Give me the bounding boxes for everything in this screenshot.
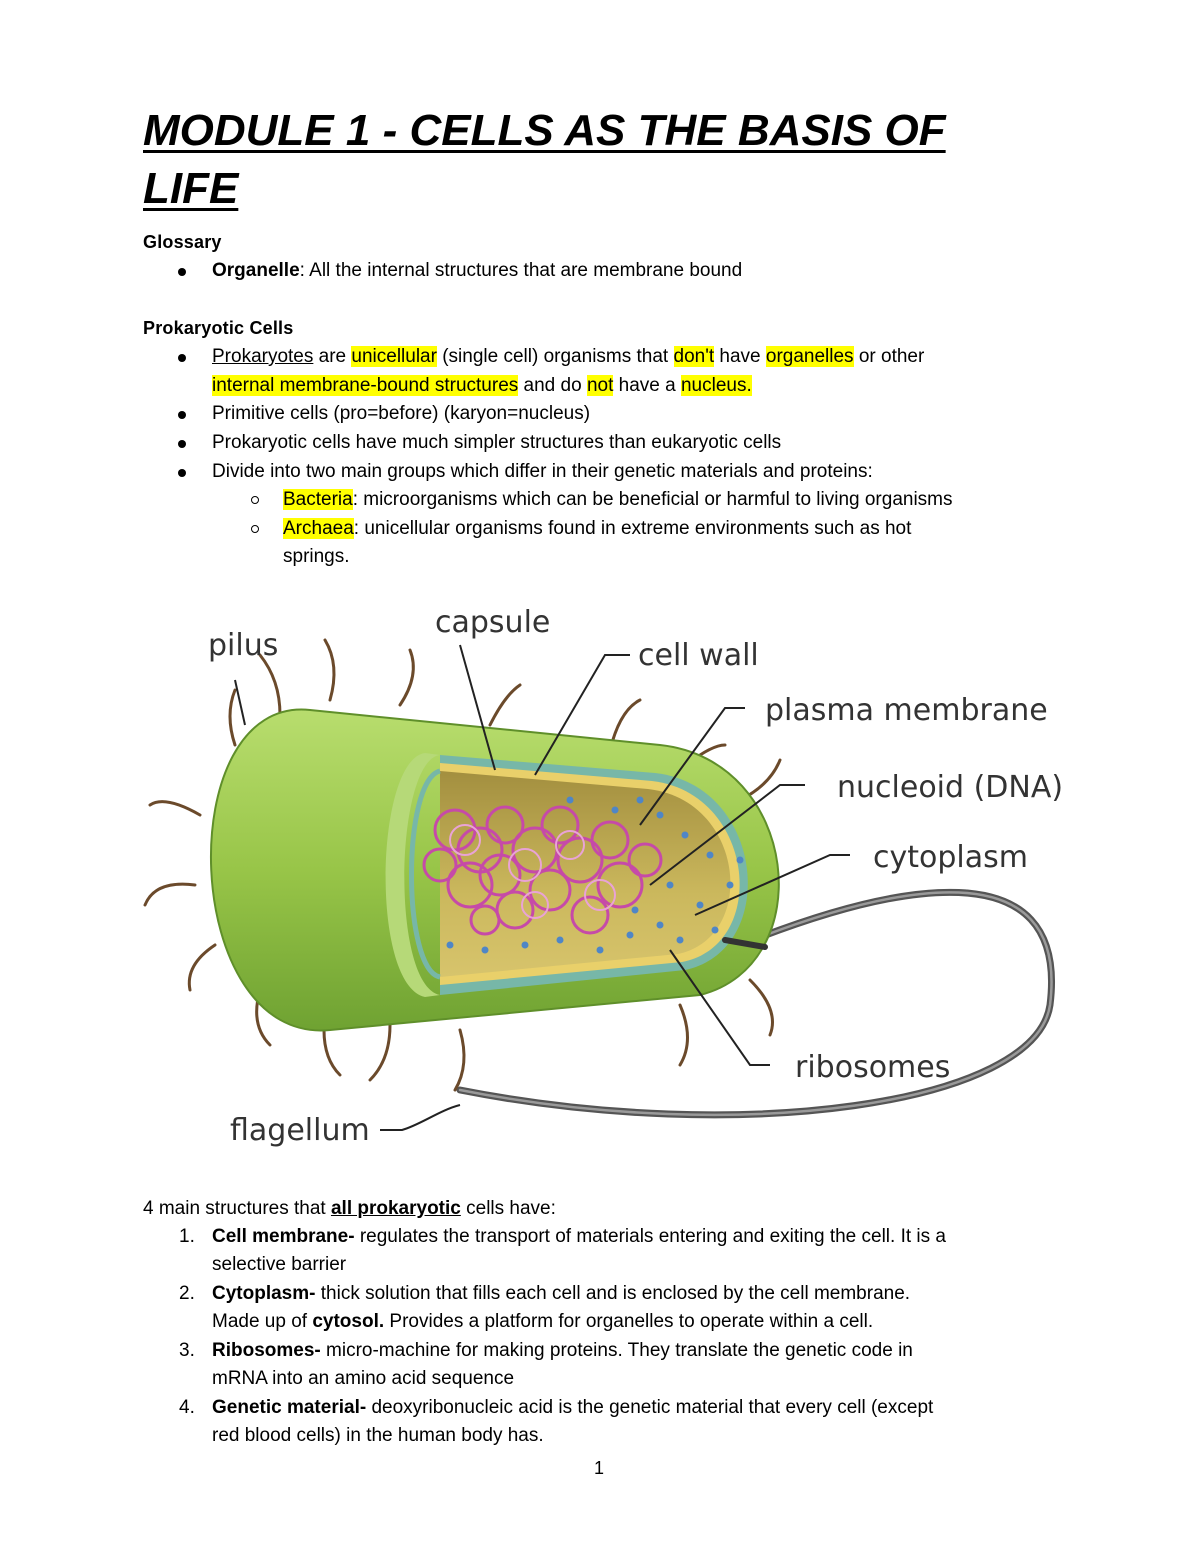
highlight-bacteria: Bacteria xyxy=(283,489,353,510)
text-run: Made up of xyxy=(212,1311,313,1332)
text-run: micro-machine for making proteins. They translate the genetic code in xyxy=(320,1340,913,1361)
text-run: (single cell) organisms that xyxy=(436,346,674,367)
label-capsule: capsule xyxy=(435,605,551,640)
text-run: cells have: xyxy=(460,1198,556,1219)
structure-item-4 xyxy=(179,1396,934,1420)
label-cytoplasm: cytoplasm xyxy=(873,840,1028,875)
emphasis-all-prokaryotic: all prokaryotic xyxy=(330,1198,461,1219)
label-pilus: pilus xyxy=(208,628,279,663)
prokaryotic-bullet-2: Primitive cells (pro=before) (karyon=nucleus) xyxy=(212,403,591,424)
structure-item-3-cont: mRNA into an amino acid sequence xyxy=(212,1368,515,1389)
item-number: 3. xyxy=(179,1340,195,1361)
glossary-heading: Glossary xyxy=(143,232,222,252)
text-run: or other xyxy=(853,346,925,367)
sub-bullet-archaea xyxy=(283,517,911,541)
glossary-item-organelle xyxy=(212,259,742,283)
prokaryotic-cell-diagram xyxy=(140,585,1080,1165)
text-run: deoxyribonucleic acid is the genetic material that every cell (except xyxy=(366,1397,934,1418)
label-flagellum: flagellum xyxy=(230,1113,370,1148)
text-run: are xyxy=(313,346,352,367)
text-run: have a xyxy=(613,375,681,396)
prokaryotic-bullet-1 xyxy=(212,345,924,369)
item-term: Cytoplasm- xyxy=(212,1283,316,1304)
highlight-organelles: organelles xyxy=(765,346,854,367)
prokaryotic-bullet-4: Divide into two main groups which differ in their genetic materials and proteins: xyxy=(212,461,873,482)
label-cell-wall: cell wall xyxy=(638,638,759,673)
text-prokaryotes: Prokaryotes xyxy=(212,346,314,367)
sub-bullet-archaea-cont: springs. xyxy=(283,546,350,567)
label-plasma-membrane: plasma membrane xyxy=(765,693,1048,728)
glossary-term: Organelle xyxy=(212,260,300,281)
text-run: regulates the transport of materials entering and exiting the cell. It is a xyxy=(354,1226,946,1247)
item-term: Genetic material- xyxy=(212,1397,367,1418)
text-run: : unicellular organisms found in extreme environments such as hot xyxy=(353,518,912,539)
structure-item-2 xyxy=(179,1282,911,1306)
text-run: have xyxy=(714,346,766,367)
structure-item-1 xyxy=(179,1225,946,1249)
structure-item-4-cont: red blood cells) in the human body has. xyxy=(212,1425,544,1446)
highlight-dont: don't xyxy=(673,346,715,367)
term-cytosol: cytosol. xyxy=(312,1311,385,1332)
item-number: 1. xyxy=(179,1226,195,1247)
page-number: 1 xyxy=(594,1458,605,1478)
text-run: thick solution that fills each cell and is enclosed by the cell membrane. xyxy=(315,1283,911,1304)
highlight-unicellular: unicellular xyxy=(351,346,437,367)
item-number: 4. xyxy=(179,1397,195,1418)
prokaryotic-heading: Prokaryotic Cells xyxy=(143,318,294,338)
item-number: 2. xyxy=(179,1283,195,1304)
highlight-internal-structures: internal membrane-bound structures xyxy=(212,375,519,396)
prokaryotic-bullet-3: Prokaryotic cells have much simpler structures than eukaryotic cells xyxy=(212,432,782,453)
item-term: Cell membrane- xyxy=(212,1226,355,1247)
structures-intro xyxy=(143,1197,556,1221)
highlight-not: not xyxy=(586,375,614,396)
highlight-nucleus: nucleus. xyxy=(680,375,752,396)
glossary-definition: : All the internal structures that are membrane bound xyxy=(299,260,743,281)
text-run: Provides a platform for organelles to operate within a cell. xyxy=(384,1311,874,1332)
label-nucleoid: nucleoid (DNA) xyxy=(837,770,1064,805)
structure-item-1-cont: selective barrier xyxy=(212,1254,347,1275)
text-run: : microorganisms which can be beneficial or harmful to living organisms xyxy=(352,489,953,510)
structure-item-3 xyxy=(179,1339,913,1363)
text-run: 4 main structures that xyxy=(143,1198,331,1219)
structure-item-2-cont xyxy=(212,1310,873,1334)
prokaryotic-bullet-1-cont xyxy=(212,374,752,398)
page-title: MODULE 1 - CELLS AS THE BASIS OF LIFE xyxy=(143,106,946,213)
sub-bullet-bacteria xyxy=(283,488,953,512)
highlight-archaea: Archaea xyxy=(283,518,354,539)
label-ribosomes: ribosomes xyxy=(795,1050,951,1085)
text-run: and do xyxy=(518,375,587,396)
item-term: Ribosomes- xyxy=(212,1340,321,1361)
